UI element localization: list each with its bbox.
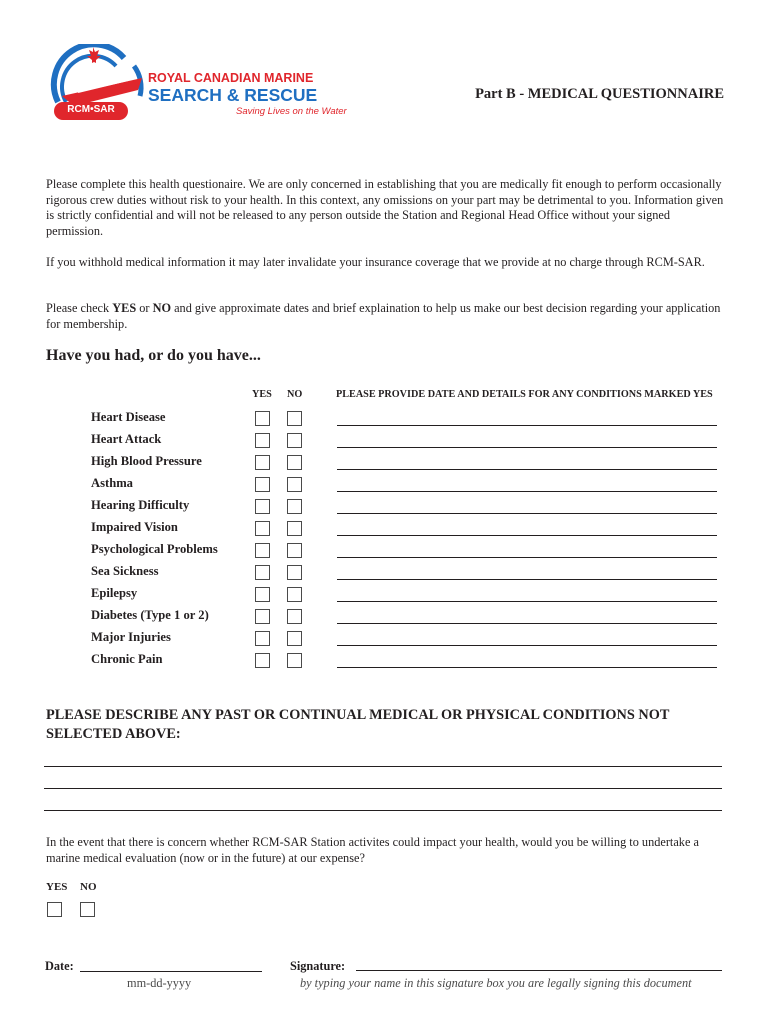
condition-yes-checkbox[interactable] [255, 499, 270, 514]
condition-details-input[interactable] [337, 469, 717, 470]
condition-no-checkbox[interactable] [287, 587, 302, 602]
col-details-header: PLEASE PROVIDE DATE AND DETAILS FOR ANY CONDITIONS MARKED YES [336, 389, 713, 400]
evaluation-no-checkbox[interactable] [80, 902, 95, 917]
page-title: Part B - MEDICAL QUESTIONNAIRE [475, 86, 724, 102]
condition-label: Major Injuries [91, 630, 171, 644]
evaluation-yes-checkbox[interactable] [47, 902, 62, 917]
intro-text: Please check [46, 301, 113, 315]
intro-text: or [136, 301, 153, 315]
condition-yes-checkbox[interactable] [255, 455, 270, 470]
condition-label: Sea Sickness [91, 564, 159, 578]
condition-label: Heart Attack [91, 432, 162, 446]
signature-label: Signature: [290, 959, 346, 973]
evaluation-question: In the event that there is concern whether RCM-SAR Station activites could impact your health, would you be willing to undertake a marine medical evaluation (now or in the future) at our expense? [46, 835, 699, 865]
condition-label: Epilepsy [91, 586, 138, 600]
condition-yes-checkbox[interactable] [255, 631, 270, 646]
logo-badge: RCM•SAR [67, 104, 115, 115]
intro-paragraph-3 [46, 301, 726, 332]
intro-paragraph-2: If you withhold medical information it may later invalidate your insurance coverage that we provide at no charge through RCM-SAR. [46, 255, 705, 269]
condition-label: Chronic Pain [91, 652, 163, 666]
other-conditions-line-3[interactable] [44, 810, 722, 811]
condition-details-input[interactable] [337, 447, 717, 448]
condition-label: Psychological Problems [91, 542, 218, 556]
logo-org-line1: ROYAL CANADIAN MARINE [148, 71, 314, 85]
condition-yes-checkbox[interactable] [255, 587, 270, 602]
rcm-sar-logo [44, 44, 347, 128]
signature-input[interactable] [356, 970, 722, 971]
condition-label: Diabetes (Type 1 or 2) [91, 608, 209, 622]
condition-label: Impaired Vision [91, 520, 178, 534]
condition-no-checkbox[interactable] [287, 499, 302, 514]
condition-details-input[interactable] [337, 491, 717, 492]
condition-label: High Blood Pressure [91, 454, 202, 468]
condition-no-checkbox[interactable] [287, 653, 302, 668]
col-yes-header: YES [252, 389, 272, 400]
questionnaire-heading: Have you had, or do you have... [46, 347, 261, 364]
condition-details-input[interactable] [337, 513, 717, 514]
other-conditions-line-2[interactable] [44, 788, 722, 789]
evaluation-yes-label: YES [46, 881, 68, 893]
date-input[interactable] [80, 971, 262, 972]
condition-yes-checkbox[interactable] [255, 411, 270, 426]
intro-text: and give approximate dates and brief explaination to help us make our best decision regarding your application for membership. [46, 301, 721, 331]
condition-yes-checkbox[interactable] [255, 609, 270, 624]
col-no-header: NO [287, 389, 303, 400]
condition-no-checkbox[interactable] [287, 433, 302, 448]
condition-label: Asthma [91, 476, 133, 490]
condition-label: Heart Disease [91, 410, 166, 424]
condition-yes-checkbox[interactable] [255, 521, 270, 536]
signature-note: by typing your name in this signature box you are legally signing this document [300, 976, 692, 990]
condition-no-checkbox[interactable] [287, 477, 302, 492]
date-label: Date: [45, 959, 74, 973]
condition-no-checkbox[interactable] [287, 565, 302, 580]
condition-label: Hearing Difficulty [91, 498, 190, 512]
evaluation-no-label: NO [80, 881, 97, 893]
logo-tagline: Saving Lives on the Water [236, 106, 347, 117]
condition-details-input[interactable] [337, 557, 717, 558]
condition-details-input[interactable] [337, 601, 717, 602]
condition-yes-checkbox[interactable] [255, 565, 270, 580]
condition-no-checkbox[interactable] [287, 521, 302, 536]
condition-details-input[interactable] [337, 667, 717, 668]
condition-no-checkbox[interactable] [287, 543, 302, 558]
condition-no-checkbox[interactable] [287, 609, 302, 624]
other-conditions-prompt: PLEASE DESCRIBE ANY PAST OR CONTINUAL MEDICAL OR PHYSICAL CONDITIONS NOT SELECTED ABOVE: [46, 707, 670, 742]
intro-no: NO [152, 301, 172, 315]
condition-details-input[interactable] [337, 535, 717, 536]
intro-paragraph-1: Please complete this health questionaire. We are only concerned in establishing that you are medically fit enough to perform occasionally rigorous crew duties without risk to your health. In this context, any omissions on your part may be detrimental to you. Information given is strictly confidential and will not be released to any person outside the Station and Regional Head Office without your signed permission. [46, 177, 724, 239]
condition-yes-checkbox[interactable] [255, 653, 270, 668]
date-format-hint: mm-dd-yyyy [127, 976, 192, 990]
boat-icon [62, 78, 142, 106]
condition-details-input[interactable] [337, 623, 717, 624]
condition-details-input[interactable] [337, 425, 717, 426]
condition-no-checkbox[interactable] [287, 631, 302, 646]
condition-details-input[interactable] [337, 645, 717, 646]
condition-details-input[interactable] [337, 579, 717, 580]
condition-yes-checkbox[interactable] [255, 477, 270, 492]
condition-no-checkbox[interactable] [287, 455, 302, 470]
condition-yes-checkbox[interactable] [255, 433, 270, 448]
condition-yes-checkbox[interactable] [255, 543, 270, 558]
logo-org-line2: SEARCH & RESCUE [148, 85, 318, 105]
intro-yes: YES [112, 301, 137, 315]
condition-no-checkbox[interactable] [287, 411, 302, 426]
other-conditions-line-1[interactable] [44, 766, 722, 767]
